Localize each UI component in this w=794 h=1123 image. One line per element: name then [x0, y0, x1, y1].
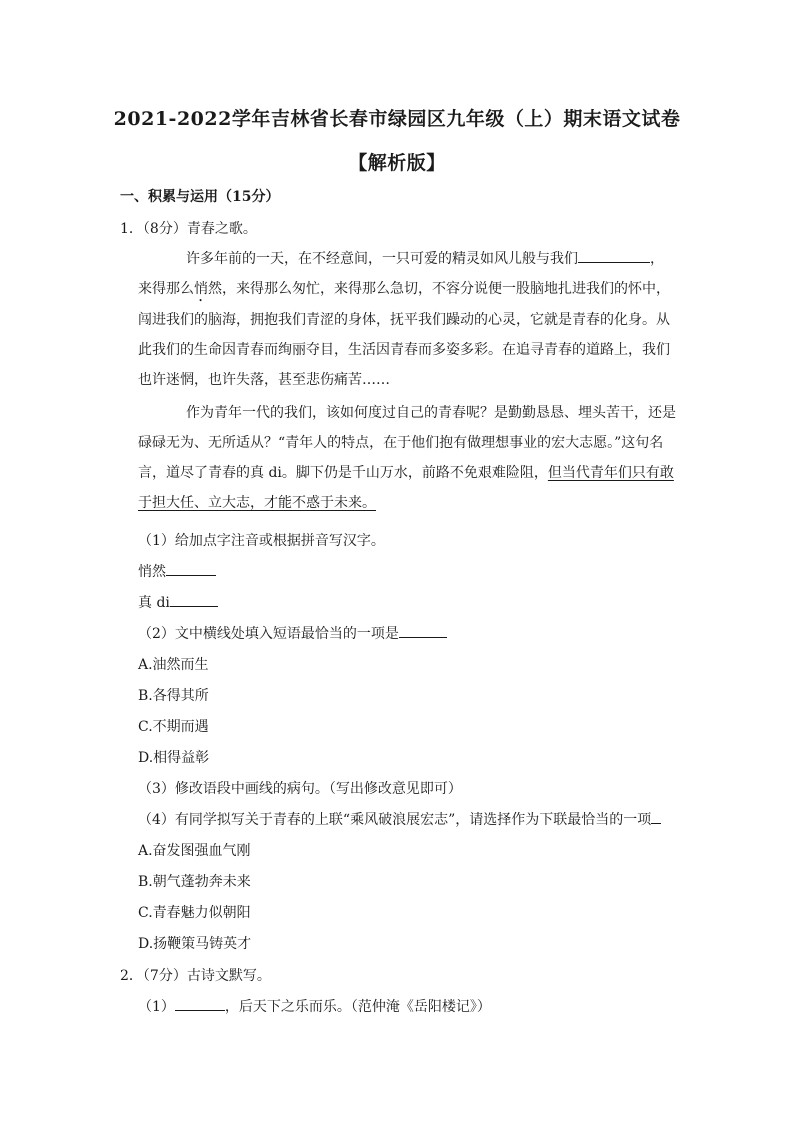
document-subtitle: 【解析版】 [348, 152, 446, 174]
underlined-sentence: 但当代青年们只有敢于担大任、立大志，才能不惑于未来。 [138, 465, 674, 511]
passage2-text: 作为青年一代的我们，该如何度过自己的青春呢？是勤勤恳恳、埋头苦干，还是碌碌无为、无所适从？“青年人的特点，在于他们抱有做理想事业的宏大志愿。”这句名言，道尽了青春的真 di。脚下仍是千山万水，前路不免艰难险阻， [138, 405, 676, 481]
subquestion-1-item-b [138, 592, 218, 612]
subquestion-1: （1）给加点字注音或根据拼音写汉字。 [138, 533, 385, 549]
subquestion-3: （3）修改语段中画线的病句。（写出修改意见即可） [138, 781, 462, 797]
passage1-text-b: ，来得那么 [138, 251, 664, 297]
dotted-character: 悄 [194, 281, 208, 297]
answer-blank [175, 996, 225, 1011]
subquestion-2 [138, 623, 447, 643]
subquestion-2-text: （2）文中横线处填入短语最恰当的一项是 [138, 626, 399, 642]
passage-paragraph-2 [138, 398, 676, 518]
q2-sub1-text: ，后天下之乐而乐。（范仲淹《岳阳楼记》） [224, 999, 491, 1015]
subquestion-1-item-a [138, 561, 216, 581]
subquestion-4-text: （4）有同学拟写关于青春的上联“乘风破浪展宏志”，请选择作为下联最恰当的一项 [138, 812, 652, 828]
answer-blank [651, 809, 661, 824]
passage1-text-c: 然，来得那么匆忙，来得那么急切，不容分说便一股脑地扎进我们的怀中，闯进我们的脑海，拥抱我们青涩的身体，抚平我们躁动的心灵，它就是青春的化身。从此我们的生命因青春而绚丽夺目，生活因青春而多姿多彩。在追寻青春的道路上，我们也许迷惘，也许失落，甚至悲伤痛苦…… [138, 281, 670, 388]
passage-paragraph-1 [138, 244, 676, 395]
option-d: D.扬鞭策马铸英才 [138, 936, 252, 952]
option-d: D.相得益彰 [138, 750, 210, 766]
question-2-stem: 2．（7分）古诗文默写。 [120, 968, 271, 984]
passage1-text-a: 许多年前的一天，在不经意间，一只可爱的精灵如风儿般与我们 [186, 251, 578, 267]
passage-blank [578, 248, 650, 263]
item-a-label: 悄然 [138, 564, 166, 580]
option-b: B.各得其所 [138, 688, 209, 704]
item-b-label: 真 di [138, 595, 170, 611]
answer-blank [170, 592, 218, 607]
option-a: A.油然而生 [138, 657, 209, 673]
section-heading: 一、积累与运用（15分） [120, 189, 280, 205]
option-a: A.奋发图强血气刚 [138, 843, 251, 859]
answer-blank [166, 561, 216, 576]
document-title: 2021-2022学年吉林省长春市绿园区九年级（上）期末语文试卷 [113, 108, 681, 130]
q2-subquestion-1 [138, 996, 491, 1016]
answer-blank [399, 623, 447, 638]
option-c: C.青春魅力似朝阳 [138, 905, 251, 921]
subquestion-4 [138, 809, 661, 829]
option-b: B.朝气蓬勃奔未来 [138, 874, 251, 890]
q2-sub1-prefix: （1） [138, 999, 175, 1015]
question-1-stem: 1．（8分）青春之歌。 [120, 221, 257, 237]
option-c: C.不期而遇 [138, 719, 209, 735]
